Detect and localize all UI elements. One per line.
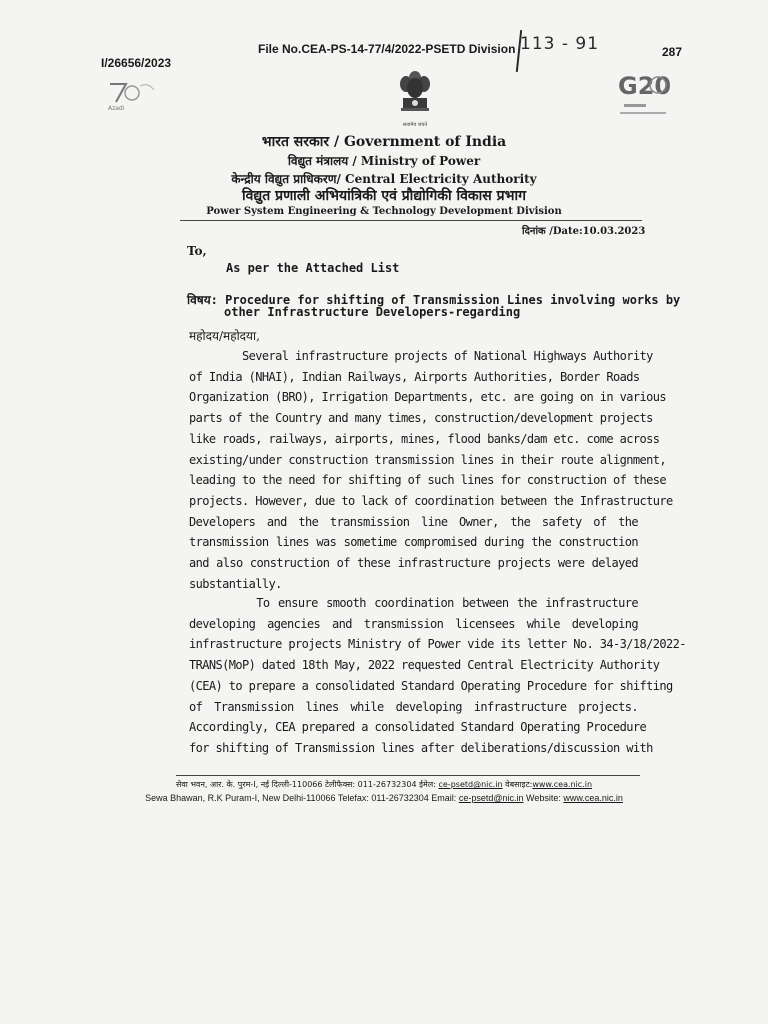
- paragraph-line: Organization (BRO), Irrigation Departments, etc. are going on in various: [189, 390, 666, 405]
- letterhead-division: Power System Engineering & Technology Development Division: [206, 206, 562, 217]
- footer-hindi-website-label: वेबसाइट:: [505, 780, 533, 789]
- body-paragraph-2: [189, 593, 686, 759]
- footer-hindi: [0, 779, 768, 790]
- footer-telefax: Telefax: 011-26732304: [337, 793, 429, 803]
- paragraph-line: To ensure smooth coordination between the infrastructure: [189, 596, 638, 610]
- paragraph-line: of India (NHAI), Indian Railways, Airports Authorities, Border Roads: [189, 369, 640, 384]
- salutation: महोदय/महोदया,: [189, 329, 260, 343]
- footer-website-label: Website:: [526, 793, 561, 803]
- paragraph-line: existing/under construction transmission lines in their route alignment,: [189, 452, 666, 467]
- letter-date: दिनांक /Date:10.03.2023: [522, 226, 646, 237]
- azadi-logo: [104, 80, 172, 114]
- footer-hindi-website[interactable]: www.cea.nic.in: [532, 780, 593, 789]
- subject-line-2: other Infrastructure Developers-regarding: [224, 305, 521, 319]
- paragraph-line: Accordingly, CEA prepared a consolidated Standard Operating Procedure: [189, 720, 647, 735]
- header-divider: [180, 220, 642, 221]
- svg-text:G20: G20: [618, 72, 672, 100]
- paragraph-line: like roads, railways, airports, mines, flood banks/dam etc. come across: [189, 431, 660, 446]
- footer-email-label: Email:: [431, 793, 457, 803]
- svg-text:Azadi: Azadi: [108, 105, 125, 112]
- paragraph-line: (CEA) to prepare a consolidated Standard Operating Procedure for shifting: [189, 678, 673, 693]
- paragraph-line: for shifting of Transmission lines after deliberations/discussion with: [189, 740, 653, 755]
- letterhead-ministry: विद्युत मंत्रालय / Ministry of Power: [287, 154, 481, 168]
- paragraph-line: infrastructure projects Ministry of Power vide its letter No. 34-3/18/2022-: [189, 637, 686, 652]
- handwritten-note: 113 - 91: [520, 34, 600, 54]
- paragraph-line: transmission lines was sometime compromised during the construction: [189, 535, 638, 550]
- paragraph-line: and also construction of these infrastructure projects were delayed: [189, 556, 638, 571]
- subject-line-1: विषय: Procedure for shifting of Transmission Lines involving works by: [187, 293, 681, 307]
- letterhead-government: भारत सरकार / Government of India: [261, 134, 507, 150]
- footer-hindi-email-label: ईमेल:: [419, 780, 436, 789]
- footer-email-link[interactable]: ce-psetd@nic.in: [458, 793, 524, 803]
- paragraph-line: Developers and the transmission line Owner, the safety of the: [189, 514, 638, 529]
- page-number: 287: [662, 45, 683, 59]
- letterhead-authority: केन्द्रीय विद्युत प्राधिकरण/ Central Electricity Authority: [231, 172, 537, 186]
- footer-address: Sewa Bhawan, R.K Puram-I, New Delhi-110066: [145, 793, 336, 803]
- svg-text:सत्यमेव जयते: सत्यमेव जयते: [402, 122, 428, 128]
- footer-hindi-address: सेवा भवन, आर. के. पुरम-I, नई दिल्ली-110066: [175, 780, 323, 789]
- reference-number: I/26656/2023: [101, 56, 172, 70]
- paragraph-line: parts of the Country and many times, construction/development projects: [189, 411, 653, 426]
- footer-hindi-email[interactable]: ce-psetd@nic.in: [438, 780, 503, 789]
- footer-hindi-telefax: टेलीफैक्स: 011-26732304: [325, 780, 417, 789]
- paragraph-line: projects. However, due to lack of coordination between the Infrastructure: [189, 493, 673, 508]
- paragraph-line: developing agencies and transmission licensees while developing: [189, 616, 638, 631]
- paragraph-line: substantially.: [189, 576, 282, 591]
- letterhead-division-hindi: विद्युत प्रणाली अभियांत्रिकी एवं प्रौद्योगिकी विकास प्रभाग: [242, 188, 526, 204]
- paragraph-line: Several infrastructure projects of National Highways Authority: [189, 349, 653, 363]
- footer-english: [0, 793, 768, 803]
- national-emblem: [394, 68, 436, 134]
- paragraph-line: TRANS(MoP) dated 18th May, 2022 requested Central Electricity Authority: [189, 658, 660, 673]
- addressee: As per the Attached List: [226, 261, 400, 275]
- footer-website-link[interactable]: www.cea.nic.in: [563, 793, 623, 803]
- paragraph-line: of Transmission lines while developing infrastructure projects.: [189, 699, 638, 714]
- footer-divider: [176, 775, 640, 776]
- file-number: File No.CEA-PS-14-77/4/2022-PSETD Division: [258, 42, 516, 56]
- body-paragraph-1: [189, 346, 673, 594]
- paragraph-line: leading to the need for shifting of such lines for construction of these: [189, 473, 666, 488]
- addressee-to: To,: [187, 244, 207, 258]
- g20-logo: [614, 68, 672, 122]
